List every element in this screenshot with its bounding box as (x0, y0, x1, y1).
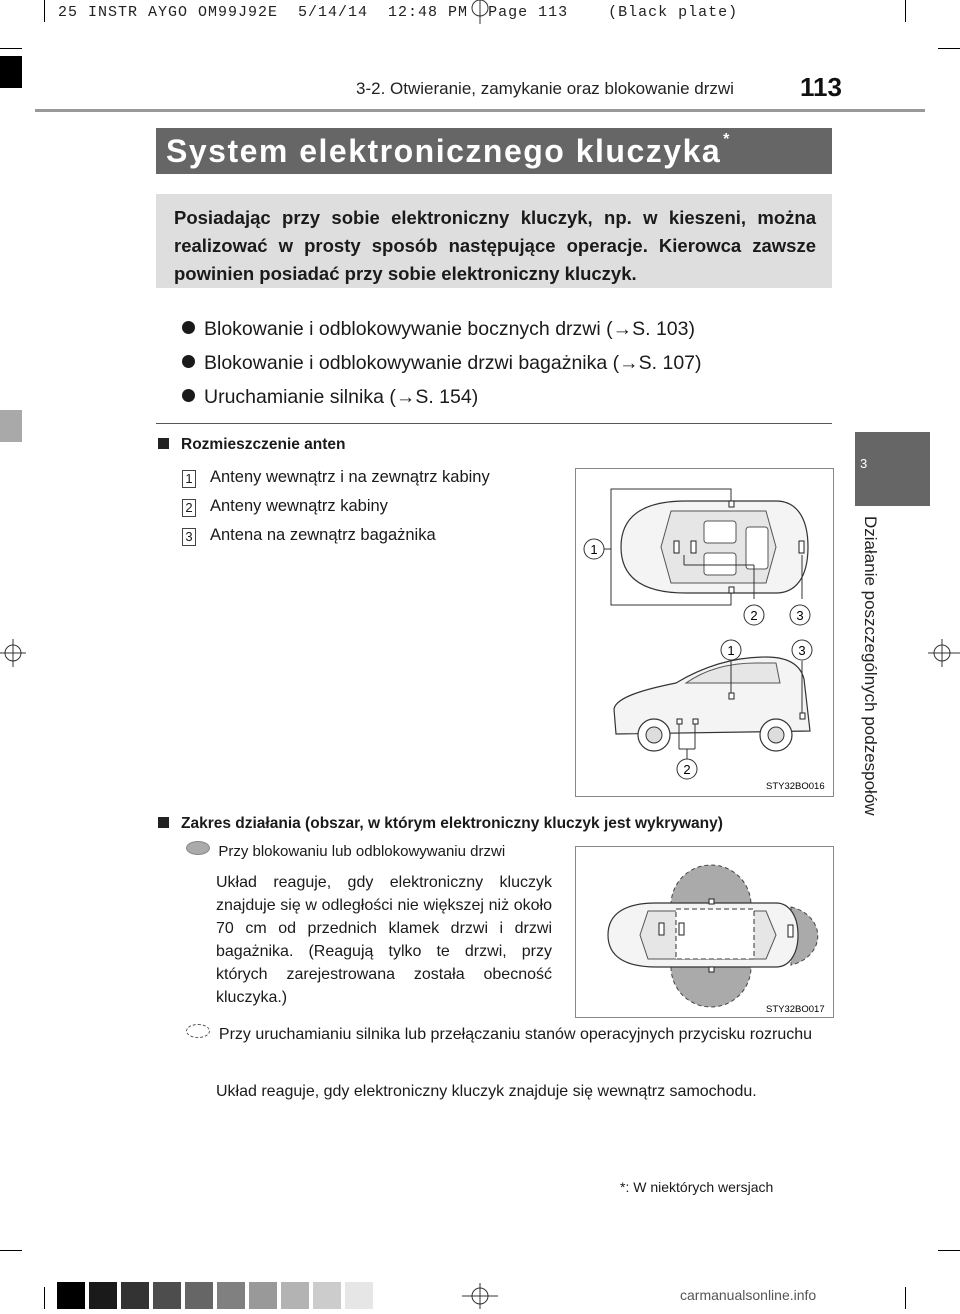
header-rule (35, 109, 925, 112)
list-item: 2 Anteny wewnątrz kabiny (182, 492, 490, 521)
antenna-list (182, 463, 490, 550)
crop-mark (0, 1250, 22, 1251)
antenna-figure (575, 468, 834, 797)
crop-mark (905, 1287, 906, 1309)
figure-code: STY32BO017 (766, 1004, 825, 1015)
section-heading-range: Zakres działania (obszar, w którym elektroniczny kluczyk jest wykrywany) (158, 815, 723, 833)
crop-mark (0, 48, 22, 49)
callout-2: 2 (750, 608, 758, 623)
list-item: 1 Anteny wewnątrz i na zewnątrz kabiny (182, 463, 490, 492)
chapter-label: Działanie poszczególnych podzespołów (861, 516, 880, 816)
subheading-engine-start: Przy uruchamianiu silnika lub przełączaniu stanów operacyjnych przycisku rozruchu (186, 1023, 832, 1046)
chapter-number: 3 (860, 456, 868, 471)
callout-3: 3 (796, 608, 804, 623)
square-bullet-icon (158, 817, 169, 828)
crop-mark (938, 1250, 960, 1251)
cabin-zone-icon (186, 1024, 210, 1038)
callout-2: 2 (683, 762, 691, 777)
running-head: 3-2. Otwieranie, zamykanie oraz blokowanie drzwi (356, 79, 734, 98)
range-figure (575, 846, 834, 1018)
section-heading-antennas: Rozmieszczenie anten (158, 436, 346, 454)
color-calibration-strip (57, 1282, 377, 1309)
callout-number: 1 (182, 470, 196, 488)
locking-text: Układ reaguje, gdy elektroniczny kluczyk znajduje się w odległości nie większej niż około 70 cm od przednich klamek drzwi i drzwi bagażnika. (Reagują tylko te drzwi, przy których zarejestrowana została obecność kluczyka.) (216, 874, 552, 1006)
callout-1: 1 (590, 542, 598, 557)
registration-mark-right (925, 635, 960, 671)
subheading-locking: Przy blokowaniu lub odblokowywaniu drzwi (186, 841, 505, 860)
crop-mark (44, 0, 45, 22)
footnote: *: W niektórych wersjach (620, 1179, 774, 1195)
callout-1: 1 (727, 643, 735, 658)
callout-number: 3 (182, 528, 196, 546)
car-range-diagram (576, 847, 833, 1017)
range-zone-icon (186, 841, 210, 855)
page-number: 113 (800, 72, 842, 102)
list-item: 3 Antena na zewnątrz bagażnika (182, 521, 490, 550)
crop-mark (905, 0, 906, 22)
intro-text: Posiadając przy sobie elektroniczny kluczyk, np. w kieszeni, można realizować w prosty sposób następujące operacje. Kierowca zawsze powinien posiadać przy sobie elektroniczny kluczyk. (174, 207, 816, 284)
registration-mark-bottom (460, 1283, 500, 1309)
figure-code: STY32BO016 (766, 781, 825, 792)
list-item: Uruchamianie silnika (→S. 154) (182, 380, 702, 414)
square-bullet-icon (158, 438, 169, 449)
print-header: 25 INSTR AYGO OM99J92E 5/14/14 12:48 PM Page 113 (Black plate) (58, 4, 739, 21)
bullet-icon (182, 321, 195, 334)
chapter-marker-grey (0, 410, 22, 442)
operation-list (182, 312, 702, 414)
registration-mark-left (0, 635, 26, 671)
asterisk-mark: * (723, 131, 731, 148)
callout-3: 3 (798, 643, 806, 658)
list-item: Blokowanie i odblokowywanie drzwi bagażnika (→S. 107) (182, 346, 702, 380)
page-title: System elektronicznego kluczyka * (166, 131, 731, 169)
bullet-icon (182, 355, 195, 368)
crop-mark (938, 48, 960, 49)
watermark: carmanualsonline.info (680, 1287, 817, 1303)
list-item: Blokowanie i odblokowywanie bocznych drzwi (→S. 103) (182, 312, 702, 346)
bullet-icon (182, 389, 195, 402)
chapter-marker-black (0, 56, 22, 88)
callout-number: 2 (182, 499, 196, 517)
engine-start-text: Układ reaguje, gdy elektroniczny kluczyk znajduje się wewnątrz samochodu. (216, 1083, 757, 1100)
crop-mark (44, 1287, 45, 1309)
car-antenna-diagram (576, 469, 833, 796)
section-divider (156, 423, 832, 424)
